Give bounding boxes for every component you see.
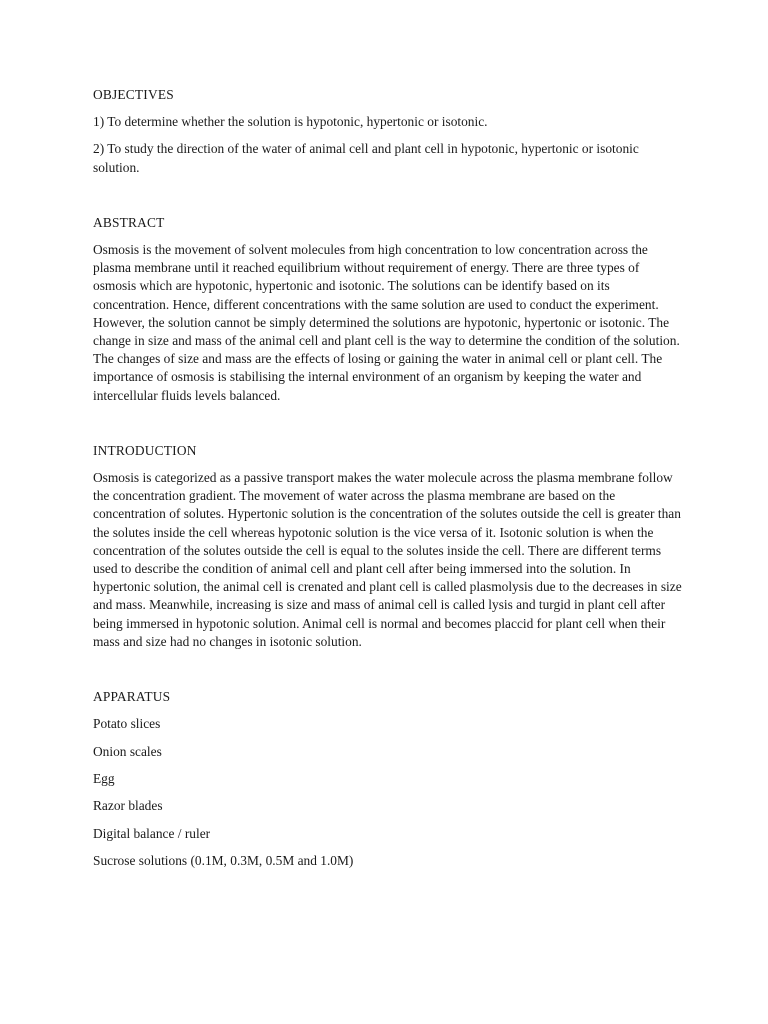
apparatus-item: Potato slices <box>93 716 161 732</box>
apparatus-item: Sucrose solutions (0.1M, 0.3M, 0.5M and 1.0M) <box>93 853 354 869</box>
apparatus-item: Onion scales <box>93 743 162 759</box>
document-page <box>93 86 683 880</box>
abstract-section <box>93 214 683 405</box>
section-spacer <box>93 660 683 688</box>
objective-item-1: 1) To determine whether the solution is hypotonic, hypertonic or isotonic. <box>93 114 488 130</box>
apparatus-section <box>93 688 683 870</box>
section-spacer <box>93 414 683 442</box>
apparatus-item: Razor blades <box>93 798 163 814</box>
apparatus-item: Digital balance / ruler <box>93 825 211 841</box>
objective-item-2: 2) To study the direction of the water of animal cell and plant cell in hypotonic, hypertonic or isotonic solution. <box>93 141 639 175</box>
abstract-body: Osmosis is the movement of solvent molecules from high concentration to low concentration across the plasma membrane until it reached equilibrium without requirement of energy. There are three types of osmosis which are hypotonic, hypertonic and isotonic. The solutions can be identify based on its concentration. Hence, different concentrations with the same solution are used to conduct the experiment. However, the solution cannot be simply determined the solutions are hypotonic, hypertonic or isotonic. The change in size and mass of the animal cell and plant cell is the way to determine the condition of the solution. The changes of size and mass are the effects of losing or gaining the water in animal cell or plant cell. The importance of osmosis is stabilising the internal environment of an organism by keeping the water and intercellular fluids levels balanced. <box>93 242 680 403</box>
apparatus-item: Egg <box>93 771 115 787</box>
introduction-heading: INTRODUCTION <box>93 442 197 458</box>
objectives-heading: OBJECTIVES <box>93 87 174 102</box>
introduction-body: Osmosis is categorized as a passive transport makes the water molecule across the plasma membrane follow the concentration gradient. The movement of water across the plasma membrane are based on the concentration of solutes. Hypertonic solution is the concentration of the solutes outside the cell is greater than the solutes inside the cell whereas hypotonic solution is the vice versa of it. Isotonic solution is when the concentration of the solutes outside the cell is equal to the solutes inside the cell. There are different terms used to describe the condition of animal cell and plant cell after being immersed into the solution. In hypertonic solution, the animal cell is crenated and plant cell is called plasmolysis due to the decreases in size and mass. Meanwhile, increasing is size and mass of animal cell is called lysis and turgid in plant cell after being immersed in hypotonic solution. Animal cell is normal and becomes placcid for plant cell when their mass and size had no changes in isotonic solution. <box>93 470 682 649</box>
section-spacer <box>93 186 683 214</box>
abstract-heading: ABSTRACT <box>93 214 165 230</box>
objectives-section <box>93 86 683 177</box>
apparatus-heading: APPARATUS <box>93 689 171 705</box>
introduction-section <box>93 442 683 651</box>
